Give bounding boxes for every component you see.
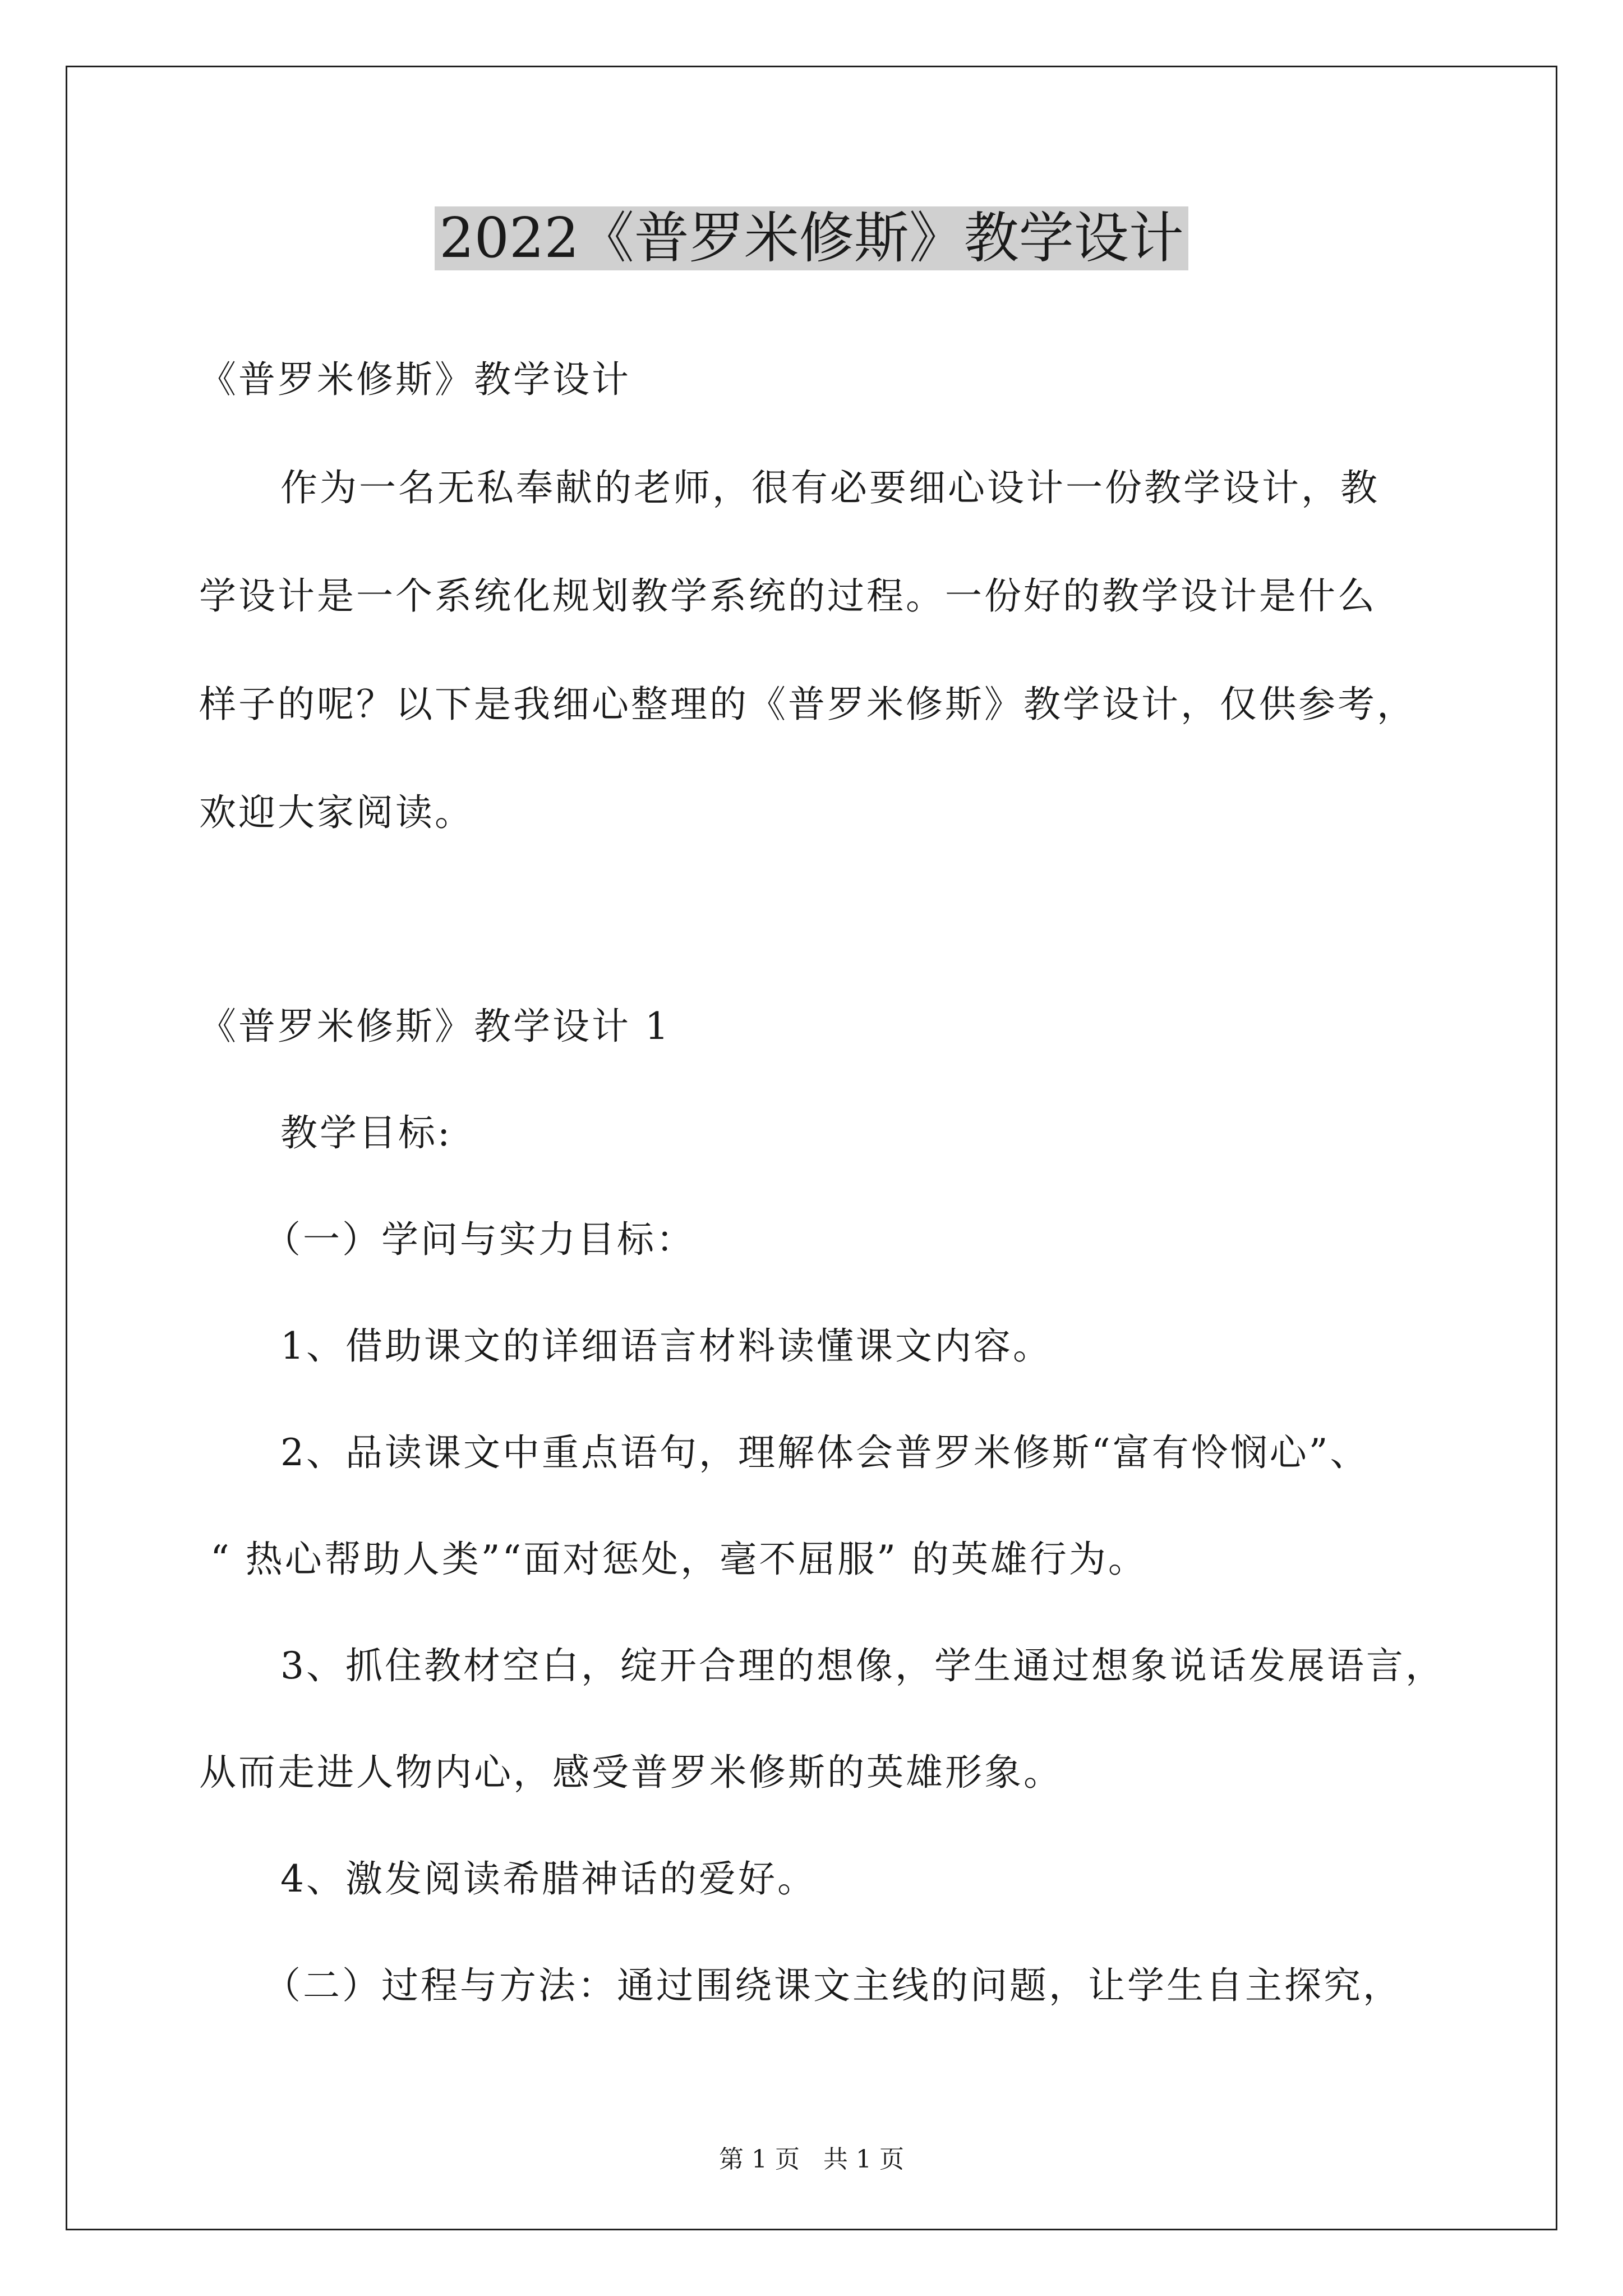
goal-4: 4、激发阅读希腊神话的爱好。	[280, 1857, 817, 1901]
goal-2-line-1: 2、品读课文中重点语句，理解体会普罗米修斯“富有怜悯心”、	[280, 1431, 1370, 1474]
goal-3-line-1: 3、抓住教材空白，绽开合理的想像，学生通过想象说话发展语言，	[280, 1644, 1445, 1687]
goals-heading: 教学目标:	[280, 1111, 453, 1154]
goal-2-line-2: “ 热心帮助人类”“面对惩处，毫不屈服” 的英雄行为。	[210, 1538, 1147, 1581]
intro-line-2: 学设计是一个系统化规划教学系统的过程。一份好的教学设计是什么	[199, 574, 1377, 618]
intro-line-4: 欢迎大家阅读。	[199, 791, 474, 834]
document-subtitle: 《普罗米修斯》教学设计	[199, 358, 631, 401]
section-title: 《普罗米修斯》教学设计 1	[199, 1005, 671, 1048]
goal-group-1: （一）学问与实力目标：	[264, 1218, 695, 1261]
intro-line-3: 样子的呢？以下是我细心整理的《普罗米修斯》教学设计，仅供参考，	[199, 683, 1416, 726]
goal-3-line-2: 从而走进人物内心，感受普罗米修斯的英雄形象。	[199, 1751, 1063, 1794]
intro-line-1: 作为一名无私奉献的老师，很有必要细心设计一份教学设计，教	[280, 466, 1380, 509]
document-title	[0, 199, 1623, 278]
page-footer: 第 1 页 共 1 页	[719, 2145, 904, 2174]
document-title-text: 2022《普罗米修斯》教学设计	[435, 206, 1188, 270]
goal-1: 1、借助课文的详细语言材料读懂课文内容。	[280, 1324, 1052, 1368]
goal-group-2: （二）过程与方法：通过围绕课文主线的问题，让学生自主探究，	[264, 1964, 1402, 2007]
